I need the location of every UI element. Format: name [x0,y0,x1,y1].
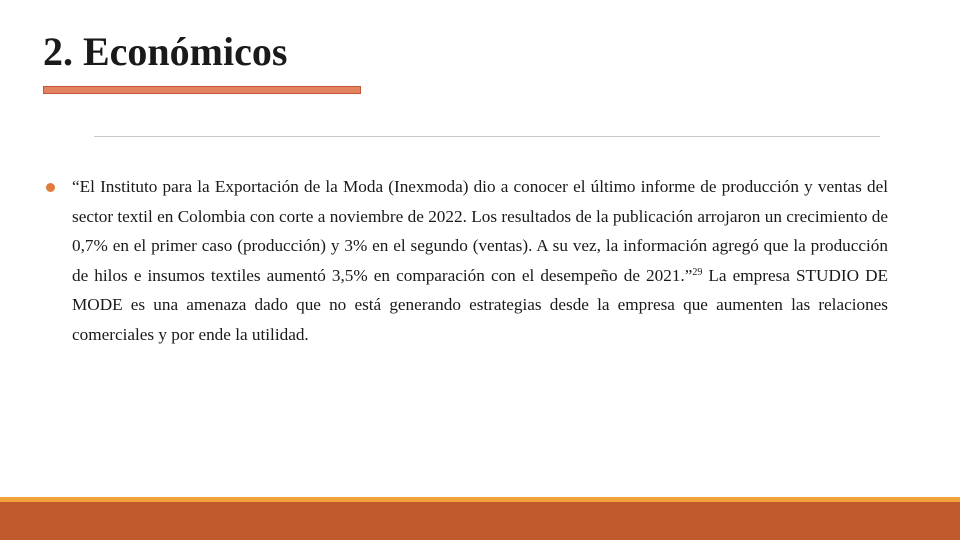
title-underline [43,86,361,94]
footer-band [0,502,960,540]
slide-title: 2. Económicos [43,29,288,74]
divider-line [94,136,880,137]
bullet-icon [46,183,55,192]
body-paragraph [72,172,888,349]
quote-text: “El Instituto para la Exportación de la Moda (Inexmoda) dio a conocer el último informe de producción y ventas del sector textil en Colombia con corte a noviembre de 2022. Los resultados de la publicación arrojaron un crecimiento de 0,7% en el primer caso (producción) y 3% en el segundo (ventas). A su vez, la información agregó que la producción de hilos e insumos textiles aumentó 3,5% en comparación con el desempeño de 2021.” [72,177,888,285]
footnote-ref: 29 [692,266,703,278]
body-text-after: La empresa STUDIO DE MODE es una amenaza dado que no está generando estrategias desde la empresa que aumenten las relaciones comerciales y por ende la utilidad. [72,265,888,344]
